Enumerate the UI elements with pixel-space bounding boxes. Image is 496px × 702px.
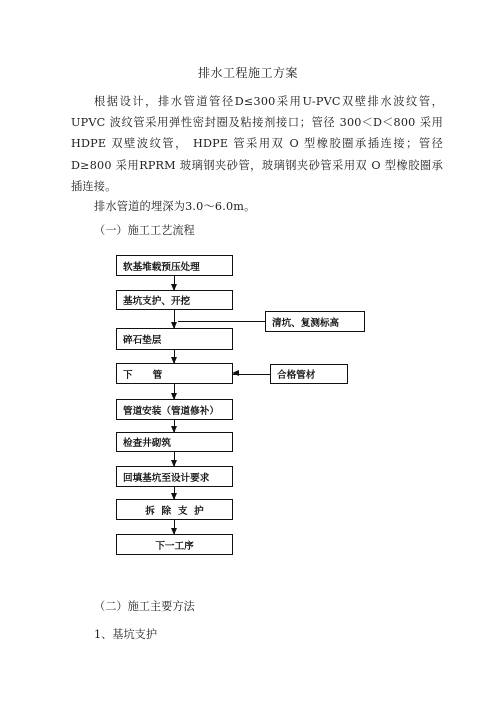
flow-step-1: 软基堆载预压处理 <box>116 255 233 276</box>
section-heading-process: （一）施工工艺流程 <box>94 224 195 237</box>
flow-step-9: 下一工序 <box>116 534 233 555</box>
flow-step-6: 检查井砌筑 <box>116 432 233 452</box>
side-step-pipe-material: 合格管材 <box>270 364 348 384</box>
section-heading-methods: （二）施工主要方法 <box>94 600 195 613</box>
side-step-recheck: 清坑、复测标高 <box>265 311 365 332</box>
flow-arrow-2 <box>174 310 175 328</box>
flow-arrow-7 <box>174 487 175 499</box>
flow-arrow-6 <box>174 452 175 466</box>
flow-step-8: 拆 除 支 护 <box>116 499 233 520</box>
flow-arrow-3 <box>174 350 175 363</box>
side-connector-pipe-material <box>233 374 270 375</box>
intro-paragraph: 根据设计，排水管道管径D≤300采用U-PVC双壁排水波纹管，UPVC 波纹管采用弹性密封圈及粘接剂接口；管径 300＜D＜800 采用 HDPE 双壁波纹管， HDPE 管采用双 O 型橡胶圈承插连接；管径 D≥800 采用RPRM 玻璃钢夹砂管，玻璃钢夹砂管采用双 O 型橡胶圈承插连接。 <box>71 95 443 193</box>
subsection-heading-support: 1、基坑支护 <box>94 628 158 641</box>
flow-step-3: 碎石垫层 <box>116 328 233 350</box>
flow-step-4: 下 管 <box>116 363 233 384</box>
flow-arrow-1 <box>174 276 175 290</box>
depth-paragraph: 排水管道的埋深为3.0～6.0m。 <box>94 200 256 213</box>
page-title: 排水工程施工方案 <box>197 66 298 80</box>
flow-step-5: 管道安装（管道修补） <box>116 399 233 420</box>
flow-arrow-8 <box>174 520 175 534</box>
side-connector-recheck-horizontal <box>178 321 265 322</box>
flow-arrow-4 <box>174 384 175 399</box>
flow-step-7: 回填基坑至设计要求 <box>116 466 233 487</box>
flow-arrow-5 <box>174 420 175 432</box>
flow-step-2: 基坑支护、开挖 <box>116 290 233 310</box>
